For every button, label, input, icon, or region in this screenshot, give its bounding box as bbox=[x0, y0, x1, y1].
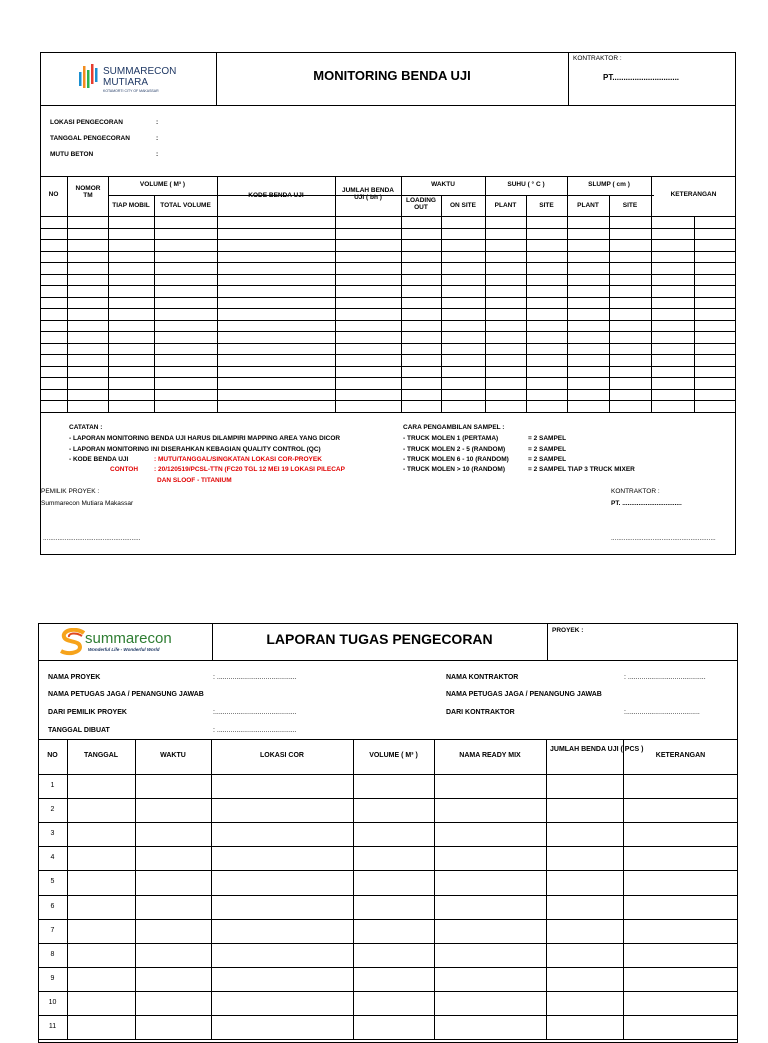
t2-header-ready-mix: NAMA READY MIX bbox=[459, 752, 521, 759]
info-mutu-label: MUTU BETON bbox=[50, 151, 94, 158]
sampling-3-value: = 2 SAMPEL bbox=[528, 456, 567, 463]
info2-petugas-label: NAMA PETUGAS JAGA / PENANGUNG JAWAB bbox=[48, 691, 204, 698]
summarecon-logo bbox=[58, 628, 198, 656]
table-row-line bbox=[38, 1015, 738, 1016]
header-nomor-tm: NOMOR TM bbox=[75, 185, 101, 200]
table-row-line bbox=[40, 354, 736, 355]
table-row-line bbox=[38, 895, 738, 896]
header-no: NO bbox=[48, 191, 59, 198]
t2-header-jumlah: JUMLAH BENDA UJI ( PCS ) bbox=[550, 746, 644, 753]
catatan-title: CATATAN : bbox=[69, 424, 103, 431]
contoh-label: CONTOH bbox=[110, 466, 139, 473]
kode-label: - KODE BENDA UJI bbox=[69, 456, 129, 463]
info2-nama-proyek-label: NAMA PROYEK bbox=[48, 674, 101, 681]
table-row-line bbox=[40, 308, 736, 309]
contractor2-value: PT. ................................. bbox=[611, 500, 682, 507]
table-row-line bbox=[38, 1039, 738, 1040]
table-row-line bbox=[38, 798, 738, 799]
contractor-value: PT.............................. bbox=[603, 73, 680, 82]
t2-header-lokasi-cor: LOKASI COR bbox=[260, 752, 304, 759]
t2-header-keterangan: KETERANGAN bbox=[655, 752, 706, 759]
table-row-number: 11 bbox=[48, 1023, 57, 1030]
owner-signature-line: ...................................................... bbox=[43, 535, 141, 542]
table-row-number: 1 bbox=[50, 782, 55, 789]
table-row-line bbox=[40, 377, 736, 378]
info-tanggal-sep: : bbox=[156, 135, 159, 142]
t2-header-volume: VOLUME ( M³ ) bbox=[369, 752, 418, 759]
table-row-number: 2 bbox=[50, 806, 55, 814]
logo-tagline-2: Wonderful Life - Wonderful World bbox=[88, 647, 160, 652]
info2-nama-proyek-value: : ......................................... bbox=[213, 674, 297, 681]
sampling-title: CARA PENGAMBILAN SAMPEL : bbox=[403, 424, 505, 431]
info2-tanggal-value: : ......................................... bbox=[213, 727, 297, 734]
info2-pemilik-value: :.......................................... bbox=[213, 709, 297, 716]
table-row-line bbox=[40, 366, 736, 367]
contoh-value-2: DAN SLOOF - TITANIUM bbox=[157, 477, 232, 484]
form2-title: LAPORAN TUGAS PENGECORAN bbox=[266, 631, 493, 647]
info2-kontraktor-value: : ........................................ bbox=[624, 674, 706, 681]
header-suhu: SUHU ( ° C ) bbox=[507, 181, 545, 188]
info2-tanggal-label: TANGGAL DIBUAT bbox=[48, 727, 110, 734]
sampling-2-value: = 2 SAMPEL bbox=[528, 446, 567, 453]
header-waktu: WAKTU bbox=[431, 181, 455, 188]
table-row-number: 3 bbox=[50, 830, 55, 838]
table-row-line bbox=[40, 285, 736, 286]
header-slump: SLUMP ( cm ) bbox=[588, 181, 630, 188]
table-row-number: 6 bbox=[50, 902, 55, 910]
header-volume: VOLUME ( M³ ) bbox=[139, 181, 186, 188]
table-row-line bbox=[40, 331, 736, 332]
header-slump-site: SITE bbox=[622, 202, 638, 209]
info2-kontraktor-label: NAMA KONTRAKTOR bbox=[446, 674, 519, 681]
table-row-number: 9 bbox=[50, 974, 55, 982]
contractor2-signature-line: .......................................................... bbox=[611, 535, 716, 542]
proyek-label: PROYEK : bbox=[552, 627, 584, 634]
monitoring-table bbox=[40, 176, 736, 412]
info-lokasi-sep: : bbox=[156, 119, 159, 126]
header-slump-plant: PLANT bbox=[577, 202, 599, 209]
logo-text: summarecon bbox=[85, 630, 172, 647]
table-row-line bbox=[40, 239, 736, 240]
table-row-number: 4 bbox=[50, 854, 55, 862]
header-loading-out: LOADING OUT bbox=[406, 197, 436, 212]
table-row-line bbox=[38, 870, 738, 871]
info2-dari-kontraktor-label: DARI KONTRAKTOR bbox=[446, 709, 515, 716]
table-row-line bbox=[40, 343, 736, 344]
header-keterangan: KETERANGAN bbox=[670, 191, 717, 198]
sampling-4-value: = 2 SAMPEL TIAP 3 TRUCK MIXER bbox=[528, 466, 635, 473]
table-row-number: 8 bbox=[50, 950, 55, 958]
table-row-number: 10 bbox=[48, 998, 57, 1006]
summarecon-mutiara-logo bbox=[78, 62, 198, 98]
t2-header-tanggal: TANGGAL bbox=[83, 752, 119, 759]
sampling-1-value: = 2 SAMPEL bbox=[528, 435, 567, 442]
table-row-number: 7 bbox=[50, 926, 55, 934]
table-row-line bbox=[40, 274, 736, 275]
sampling-3-label: - TRUCK MOLEN 6 - 10 (RANDOM) bbox=[403, 456, 509, 463]
sampling-2-label: - TRUCK MOLEN 2 - 5 (RANDOM) bbox=[403, 446, 506, 453]
table-row-line bbox=[38, 919, 738, 920]
table-row-line bbox=[38, 967, 738, 968]
page-title: MONITORING BENDA UJI bbox=[313, 68, 471, 83]
header-on-site: ON SITE bbox=[449, 202, 476, 209]
logo-tagline: KOTAMORTI CITY OF MAKASSAR bbox=[103, 89, 159, 93]
sampling-4-label: - TRUCK MOLEN > 10 (RANDOM) bbox=[403, 466, 506, 473]
sampling-1-label: - TRUCK MOLEN 1 (PERTAMA) bbox=[403, 435, 499, 442]
header-jumlah: JUMLAH BENDA UJI ( bh ) bbox=[342, 187, 394, 202]
contractor2-label: KONTRAKTOR : bbox=[611, 488, 660, 495]
info2-pemilik-label: DARI PEMILIK PROYEK bbox=[48, 709, 127, 716]
owner-name: Summarecon Mutiara Makassar bbox=[41, 500, 134, 507]
catatan-line-1: - LAPORAN MONITORING BENDA UJI HARUS DILAMPIRI MAPPING AREA YANG DICOR bbox=[69, 435, 341, 442]
header-suhu-plant: PLANT bbox=[494, 202, 517, 209]
info2-petugas-kontraktor-label: NAMA PETUGAS JAGA / PENANGUNG JAWAB bbox=[446, 691, 602, 698]
table-row-line bbox=[40, 320, 736, 321]
logo-line1: SUMMARECON bbox=[103, 66, 177, 77]
catatan-line-2: - LAPORAN MONITORING INI DISERAHKAN KEBAGIAN QUALITY CONTROL (QC) bbox=[69, 446, 321, 453]
header-suhu-site: SITE bbox=[539, 202, 554, 209]
laporan-table bbox=[38, 739, 738, 1039]
contoh-value-1: : 20/120519/PCSL-TTN (FC20 TGL 12 MEI 19 LOKASI PILECAP bbox=[154, 466, 345, 473]
table-row-line bbox=[40, 262, 736, 263]
table-row-line bbox=[38, 846, 738, 847]
info-lokasi-label: LOKASI PENGECORAN bbox=[50, 119, 123, 126]
table-row-line bbox=[38, 943, 738, 944]
table-row-line bbox=[38, 991, 738, 992]
table-row-line bbox=[38, 822, 738, 823]
t2-header-no: NO bbox=[47, 752, 58, 759]
owner-label: PEMILIK PROYEK : bbox=[41, 488, 100, 495]
info2-dari-kontraktor-value: :...................................... bbox=[624, 709, 700, 716]
table-row-line bbox=[40, 389, 736, 390]
table-row-line bbox=[40, 228, 736, 229]
info-tanggal-label: TANGGAL PENGECORAN bbox=[50, 135, 130, 142]
info-mutu-sep: : bbox=[156, 151, 159, 158]
kode-value: : MUTU/TANGGAL/SINGKATAN LOKASI COR-PROYEK bbox=[154, 456, 322, 463]
header-total-volume: TOTAL VOLUME bbox=[160, 202, 211, 209]
table-row-number: 5 bbox=[50, 878, 55, 886]
table-row-line bbox=[40, 297, 736, 298]
table-row-line bbox=[40, 400, 736, 401]
t2-header-waktu: WAKTU bbox=[160, 752, 186, 759]
table-row-line bbox=[40, 251, 736, 252]
header-kode: KODE BENDA UJI bbox=[248, 192, 304, 199]
header-tiap-mobil: TIAP MOBIL bbox=[112, 202, 150, 209]
contractor-label: KONTRAKTOR : bbox=[573, 55, 622, 62]
logo-line2: MUTIARA bbox=[103, 77, 148, 88]
